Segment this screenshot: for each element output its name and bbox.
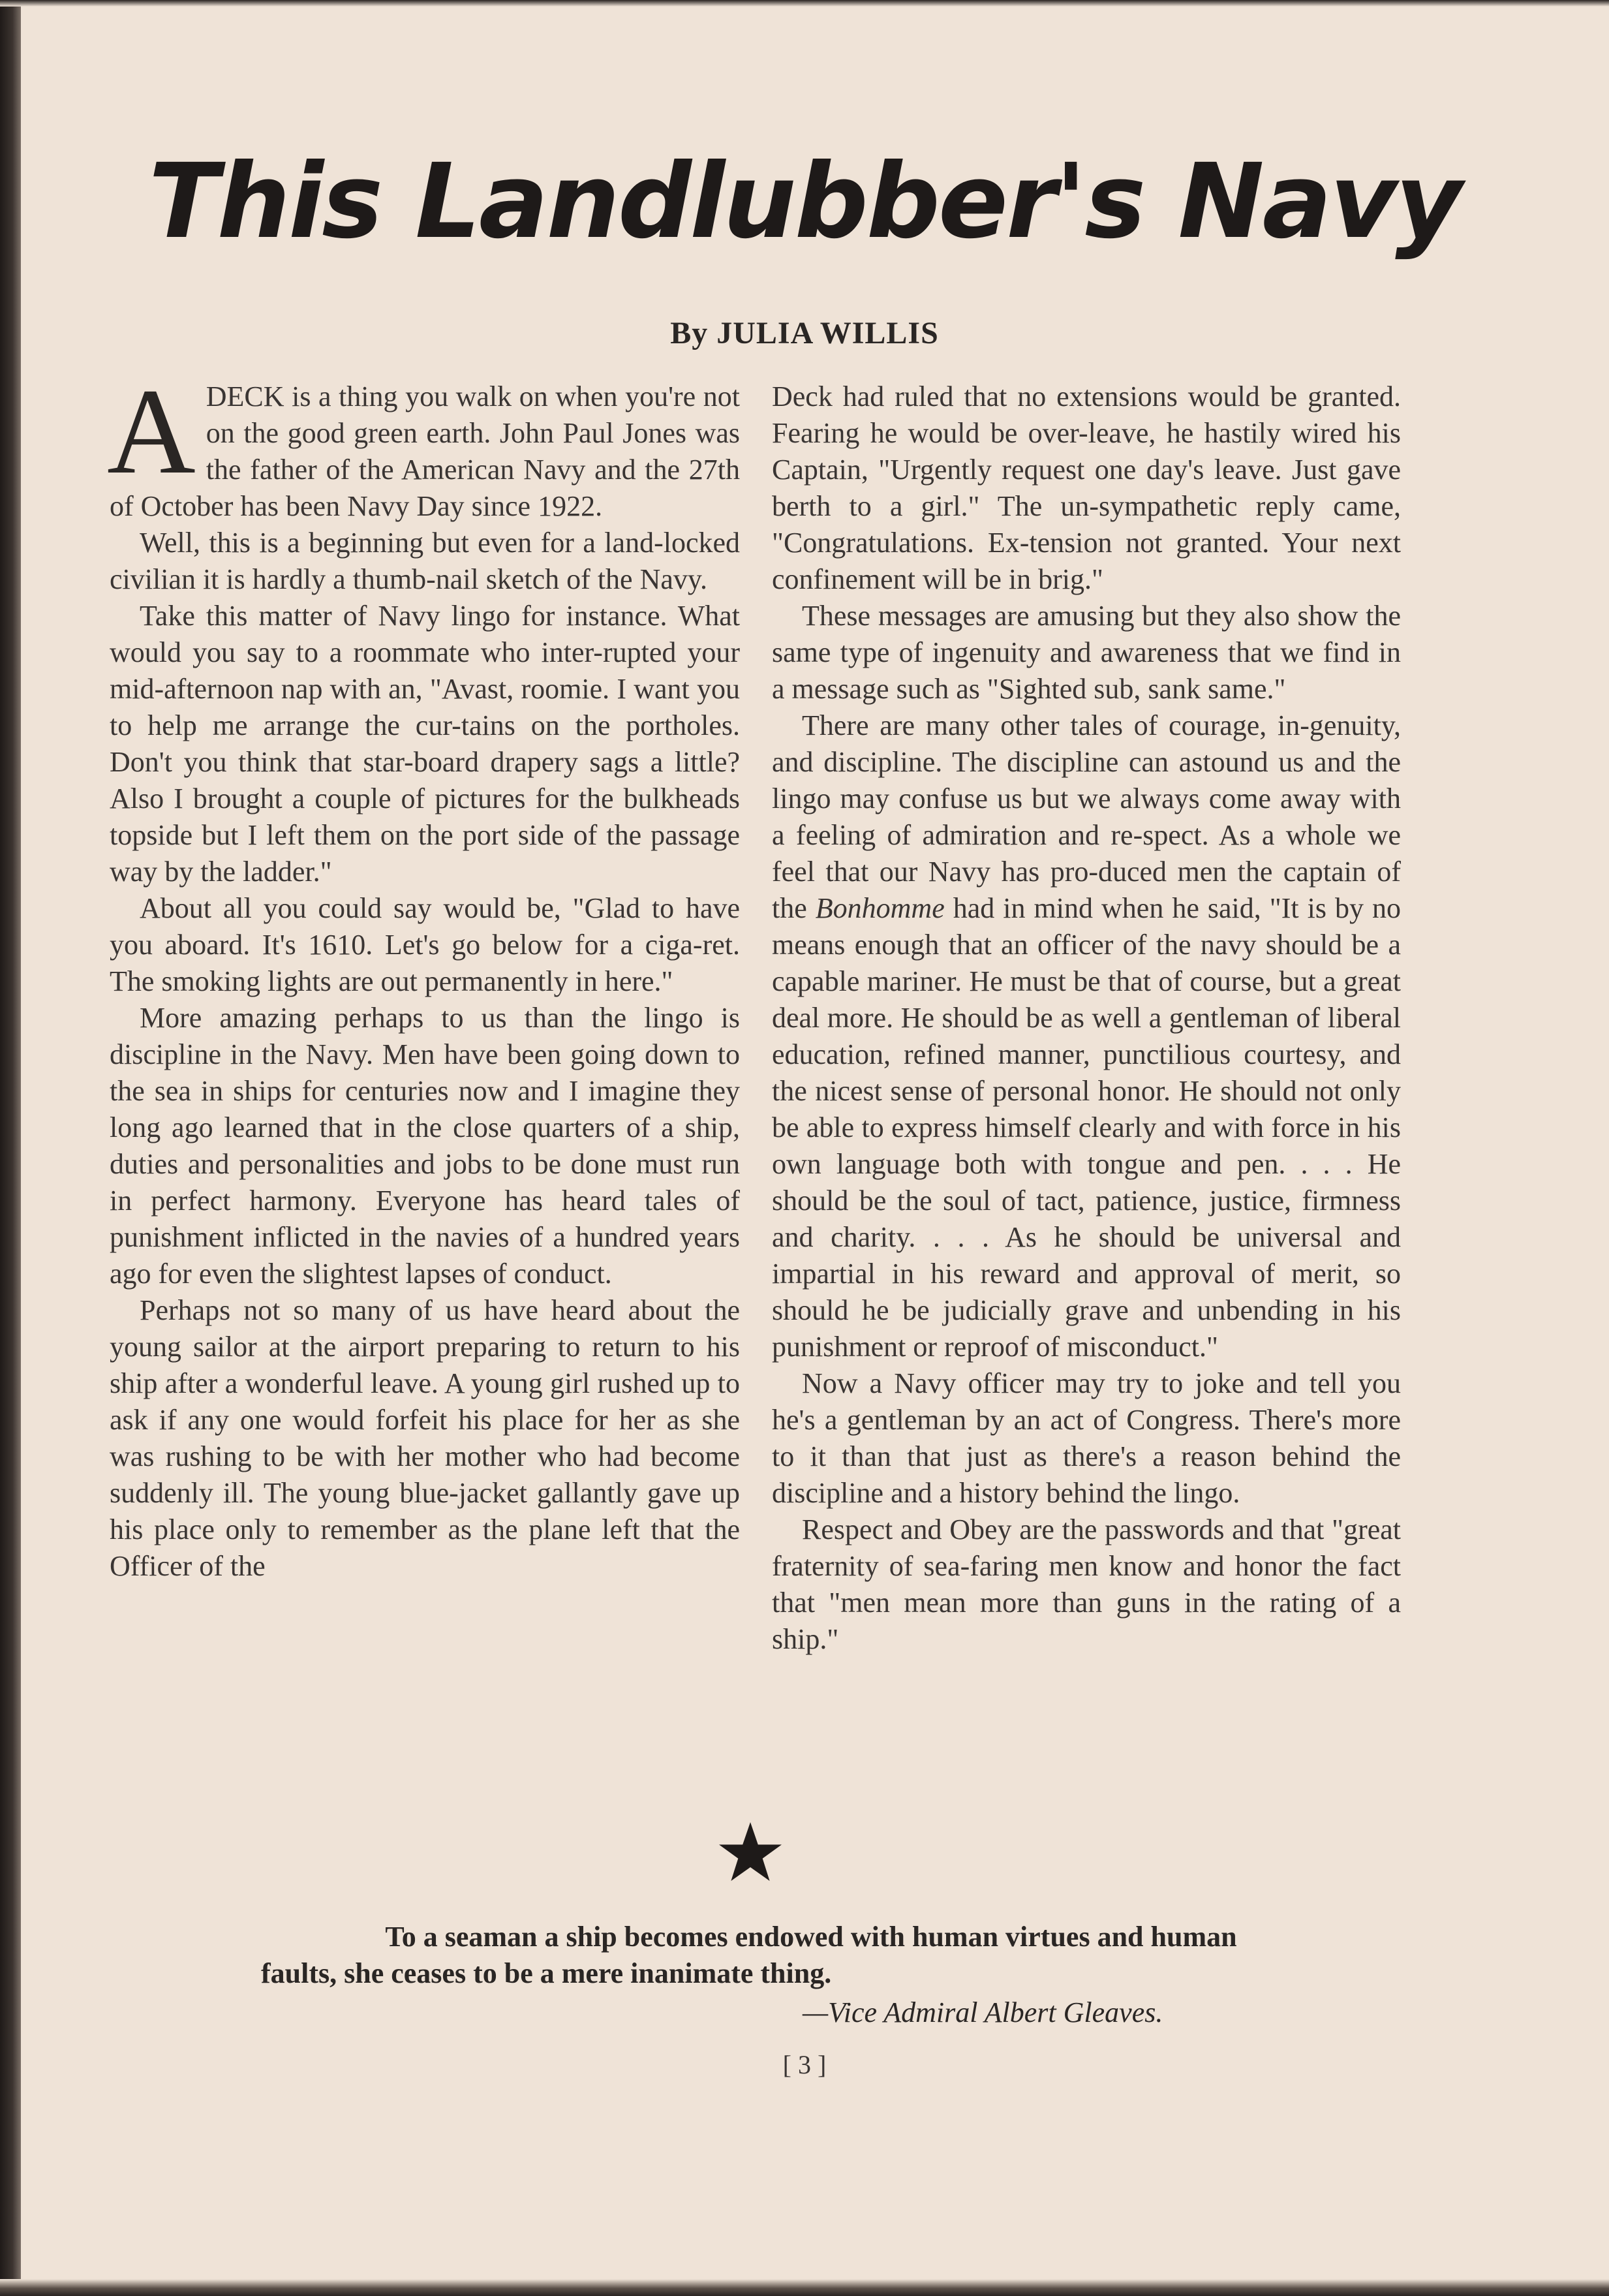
quote-attribution: —Vice Admiral Albert Gleaves. — [803, 1996, 1163, 2028]
paragraph: Deck had ruled that no extensions would be granted. Fearing he would be over-leave, he hastily wired his Captain, "Urgently request one day's leave. Just gave berth to a girl." The un-sympathetic reply came, "Congratulations. Ex-tension not granted. Your next confinement will be in brig." — [772, 380, 1401, 595]
paragraph: Perhaps not so many of us have heard about the young sailor at the airport preparing to return to his ship after a wonderful leave. A young girl rushed up to ask if any one would forfeit his place for her as she was rushing to be with her mother who had become suddenly ill. The young blue-jacket gallantly gave up his place only to remember as the plane left that the Officer of the — [110, 1294, 740, 1582]
right-column — [772, 379, 1401, 1795]
paragraph — [772, 707, 1401, 1365]
star-icon — [718, 1821, 783, 1886]
paragraph: These messages are amusing but they also show the same type of ingenuity and awareness that we find in a message such as "Sighted sub, sank same." — [772, 600, 1401, 705]
paragraph: Take this matter of Navy lingo for instance. What would you say to a roommate who inter-rupted your mid-afternoon nap with an, "Avast, roomie. I want you to help me arrange the cur-tains on the portholes. Don't you think that star-board drapery sags a little? Also I brought a couple of pictures for the bulkheads topside but I left them on the port side of the passage way by the ladder." — [110, 600, 740, 888]
page-number: [ 3 ] — [782, 2050, 827, 2079]
quote-line: faults, she ceases to be a mere inanimate thing. — [261, 1957, 832, 1989]
paragraph-text: had in mind when he said, "It is by no means enough that an officer of the navy should be a capable mariner. He must be that of course, but a great deal more. He should be as well a gentleman of liberal education, refined manner, punctilious courtesy, and the nicest sense of personal honor. He should not only be able to express himself clearly and with force in his own language both with tongue and pen. . . . He should be the soul of tact, patience, justice, firmness and charity. . . . As he should be universal and impartial in his reward and approval of merit, so should he be judicially grave and unbending in his punishment or reproof of misconduct." — [772, 892, 1401, 1363]
paragraph: Now a Navy officer may try to joke and tell you he's a gentleman by an act of Congress. There's more to it than that just as there's a reason behind the discipline and a history behind the lingo. — [772, 1367, 1401, 1509]
left-column — [107, 363, 740, 1795]
paragraph: More amazing perhaps to us than the lingo is discipline in the Navy. Men have been going down to the sea in ships for centuries now and I imagine they long ago learned that in the close quarters of a ship, duties and personalities and jobs to be done must run in perfect harmony. Everyone has heard tales of punishment inflicted in the navies of a hundred years ago for even the slightest lapses of conduct. — [110, 1002, 740, 1290]
paragraph-text: DECK is a thing you walk on when you're not on the good green earth. John Paul Jones was the father of the American Navy and the 27th of October has been Navy Day since 1922. — [110, 380, 740, 522]
quote-line: To a seaman a ship becomes endowed with human virtues and human — [385, 1921, 1237, 1953]
paragraph-text: There are many other tales of courage, in-genuity, and discipline. The discipline can astound us and the lingo may confuse us but we always come away with a feeling of admiration and re-spect. As a whole we feel that our Navy has pro-duced men the captain of the — [772, 709, 1401, 924]
article-byline: By JULIA WILLIS — [670, 316, 939, 350]
paragraph: Well, this is a beginning but even for a land-locked civilian it is hardly a thumb-nail sketch of the Navy. — [110, 527, 740, 595]
closing-quote — [0, 1919, 1609, 1992]
drop-cap: A — [107, 363, 196, 499]
page-bottom-edge — [0, 2279, 1609, 2296]
paragraph — [107, 363, 740, 525]
ship-name: Bonhomme — [815, 892, 945, 924]
paragraph: Respect and Obey are the passwords and that "great fraternity of sea-faring men know and honor the fact that "men mean more than guns in the rating of a ship." — [772, 1513, 1401, 1655]
article-title: This Landlubber's Navy — [148, 142, 1461, 262]
paragraph: About all you could say would be, "Glad to have you aboard. It's 1610. Let's go below for a ciga-ret. The smoking lights are out permanently in here." — [110, 892, 740, 997]
page-top-edge — [0, 0, 1609, 7]
